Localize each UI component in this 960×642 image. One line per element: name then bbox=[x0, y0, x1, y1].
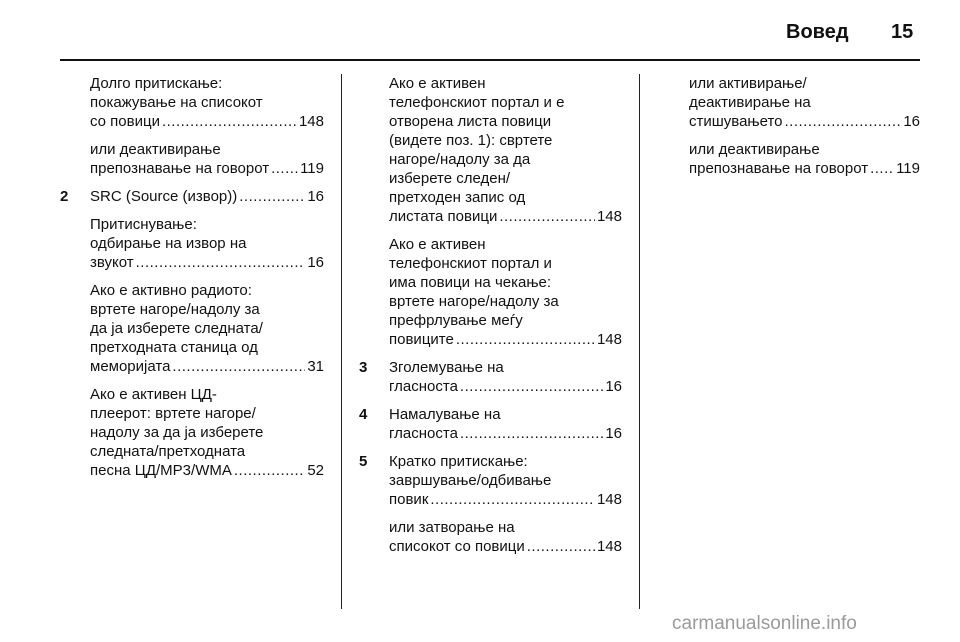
header-divider bbox=[60, 59, 920, 61]
entry-line: надолу за да ја изберете bbox=[90, 424, 264, 441]
entry-line: препознавање на говорот bbox=[689, 160, 869, 177]
entry-ref-line bbox=[389, 377, 622, 396]
dot-leader bbox=[870, 159, 894, 178]
dot-leader bbox=[785, 112, 902, 131]
entry-line: телефонскиот портал и е bbox=[389, 94, 565, 111]
entry-line: Намалување на bbox=[389, 406, 501, 423]
entry-ref-line bbox=[90, 187, 324, 206]
entry-line: гласноста bbox=[389, 425, 458, 442]
entry-line: повиците bbox=[389, 331, 454, 348]
page-ref: 52 bbox=[307, 462, 324, 479]
entry-line: песна ЦД/MP3/WMA bbox=[90, 462, 232, 479]
column-divider bbox=[639, 74, 640, 609]
entry-mute bbox=[689, 74, 920, 131]
dot-leader bbox=[456, 330, 595, 349]
page-number: 15 bbox=[891, 21, 914, 43]
entry-line: или активирање/ bbox=[689, 75, 807, 92]
entry-line: или деактивирање bbox=[90, 141, 221, 158]
entry-line: стишувањето bbox=[689, 113, 783, 130]
entry-short-press bbox=[359, 452, 622, 509]
entry-line: меморијата bbox=[90, 358, 171, 375]
page-ref: 148 bbox=[596, 491, 622, 508]
entry-ref-line bbox=[90, 461, 324, 480]
page-ref: 148 bbox=[596, 208, 622, 225]
entry-line: нагоре/надолу за да bbox=[389, 151, 531, 168]
entry-ref-line bbox=[389, 490, 622, 509]
page-ref: 148 bbox=[298, 113, 324, 130]
dot-leader bbox=[499, 207, 595, 226]
column-divider bbox=[341, 74, 342, 609]
page-ref: 119 bbox=[896, 160, 920, 177]
dot-leader bbox=[527, 537, 595, 556]
entry-line: Ако е активно радиото: bbox=[90, 282, 252, 299]
dot-leader bbox=[136, 253, 306, 272]
entry-ref-line bbox=[389, 424, 622, 443]
dot-leader bbox=[172, 357, 305, 376]
entry-line: телефонскиот портал и bbox=[389, 255, 552, 272]
dot-leader bbox=[239, 187, 305, 206]
entry-line: завршување/одбивање bbox=[389, 472, 552, 489]
entry-phone-call-list bbox=[389, 74, 622, 226]
entry-ref-line bbox=[90, 253, 324, 272]
entry-voice-recognition bbox=[90, 140, 324, 178]
entry-close-call-list bbox=[389, 518, 622, 556]
page-ref: 16 bbox=[903, 113, 920, 130]
entry-line: Ако е активен bbox=[389, 236, 486, 253]
page-header bbox=[0, 0, 960, 60]
entry-line: Кратко притискање: bbox=[389, 453, 528, 470]
entry-ref-line bbox=[389, 330, 622, 349]
item-number: 4 bbox=[359, 406, 368, 423]
entry-line: следната/претходната bbox=[90, 443, 246, 460]
entry-src bbox=[60, 187, 324, 206]
page-ref: 31 bbox=[307, 358, 324, 375]
entry-volume-down bbox=[359, 405, 622, 443]
entry-line: отворена листа повици bbox=[389, 113, 552, 130]
entry-cd-player bbox=[90, 385, 324, 480]
dot-leader bbox=[460, 424, 603, 443]
entry-line: препознавање на говорот bbox=[90, 160, 270, 177]
entry-line: деактивирање на bbox=[689, 94, 811, 111]
page-ref: 148 bbox=[596, 538, 622, 555]
entry-line: Притиснување: bbox=[90, 216, 197, 233]
entry-press bbox=[90, 215, 324, 272]
item-number: 3 bbox=[359, 359, 368, 376]
page-ref: 16 bbox=[605, 378, 622, 395]
entry-line: покажување на списокот bbox=[90, 94, 263, 111]
entry-line: SRC (Source (извор)) bbox=[90, 188, 238, 205]
entry-phone-waiting bbox=[389, 235, 622, 349]
entry-line: префрлување меѓу bbox=[389, 312, 523, 329]
entry-line: Ако е активен ЦД- bbox=[90, 386, 217, 403]
entry-ref-line bbox=[689, 159, 920, 178]
page-ref: 119 bbox=[300, 160, 324, 177]
entry-radio bbox=[90, 281, 324, 376]
entry-line: Зголемување на bbox=[389, 359, 504, 376]
entry-line: Долго притискање: bbox=[90, 75, 223, 92]
entry-line: изберете следен/ bbox=[389, 170, 511, 187]
page-ref: 16 bbox=[307, 254, 324, 271]
entry-line: или затворање на bbox=[389, 519, 515, 536]
entry-line: одбирање на извор на bbox=[90, 235, 247, 252]
entry-volume-up bbox=[359, 358, 622, 396]
entry-line: списокот со повици bbox=[389, 538, 525, 555]
entry-ref-line bbox=[90, 159, 324, 178]
entry-line: (видете поз. 1): свртете bbox=[389, 132, 553, 149]
entry-line: претходната станица од bbox=[90, 339, 258, 356]
page-ref: 16 bbox=[307, 188, 324, 205]
entry-line: има повици на чекање: bbox=[389, 274, 552, 291]
entry-voice-recognition-2 bbox=[689, 140, 920, 178]
text-column-3 bbox=[689, 74, 920, 187]
page-ref: 148 bbox=[596, 331, 622, 348]
dot-leader bbox=[460, 377, 603, 396]
dot-leader bbox=[234, 461, 305, 480]
entry-ref-line bbox=[389, 537, 622, 556]
entry-line: да ја изберете следната/ bbox=[90, 320, 263, 337]
dot-leader bbox=[271, 159, 298, 178]
item-number: 2 bbox=[60, 188, 69, 205]
text-column-2 bbox=[359, 74, 622, 565]
entry-line: претходен запис од bbox=[389, 189, 526, 206]
item-number: 5 bbox=[359, 453, 368, 470]
entry-line: звукот bbox=[90, 254, 134, 271]
entry-ref-line bbox=[389, 207, 622, 226]
text-column-1 bbox=[60, 74, 324, 489]
dot-leader bbox=[162, 112, 297, 131]
page-title: Вовед bbox=[786, 21, 849, 43]
page-ref: 16 bbox=[605, 425, 622, 442]
watermark: carmanualsonline.info bbox=[672, 613, 857, 634]
entry-ref-line bbox=[689, 112, 920, 131]
entry-line: вртете нагоре/надолу за bbox=[90, 301, 260, 318]
entry-line: или деактивирање bbox=[689, 141, 820, 158]
entry-line: гласноста bbox=[389, 378, 458, 395]
dot-leader bbox=[430, 490, 595, 509]
entry-line: листата повици bbox=[389, 208, 498, 225]
entry-line: плеерот: вртете нагоре/ bbox=[90, 405, 256, 422]
entry-ref-line bbox=[90, 357, 324, 376]
entry-long-press bbox=[90, 74, 324, 131]
entry-line: вртете нагоре/надолу за bbox=[389, 293, 559, 310]
entry-line: Ако е активен bbox=[389, 75, 486, 92]
entry-ref-line bbox=[90, 112, 324, 131]
entry-line: повик bbox=[389, 491, 429, 508]
entry-line: со повици bbox=[90, 113, 160, 130]
